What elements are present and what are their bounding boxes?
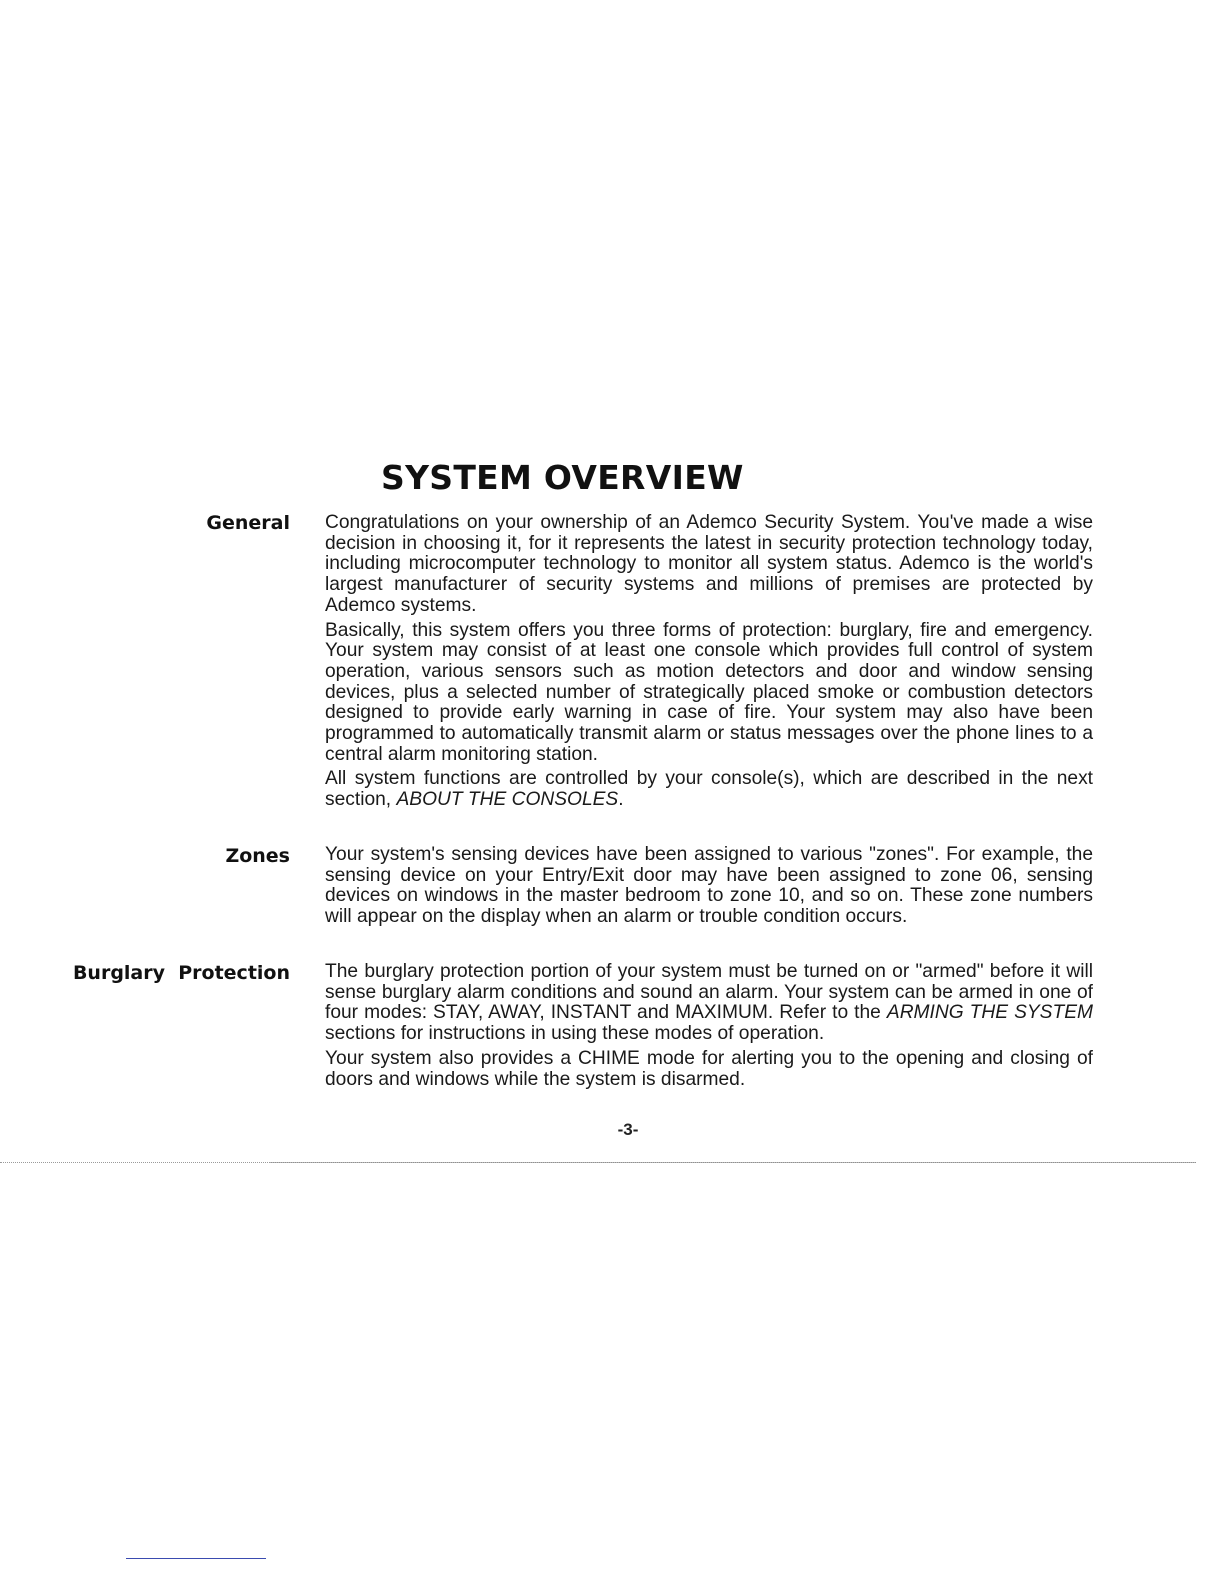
general-paragraph-1: Congratulations on your ownership of an Ademco Security System. You've made a wise decision in choosing it, for it represents the latest in security protection technology today, including microcomputer technology to monitor all system status. Ademco is the world's largest manufacturer of security systems and millions of premises are protected by Ademco systems. [325, 512, 1093, 616]
arming-the-system-reference: ARMING THE SYSTEM [886, 1002, 1093, 1024]
page-number: -3- [617, 1120, 639, 1139]
section-zones [325, 845, 1093, 932]
section-general [325, 513, 1093, 815]
page-title: SYSTEM OVERVIEW [381, 458, 744, 497]
section-label-general: General [206, 512, 290, 534]
general-paragraph-3-end: . [618, 789, 624, 811]
burglary-paragraph-1-end: sections for instructions in using these modes of operation. [325, 1023, 825, 1045]
section-label-burglary-protection: Burglary Protection [72, 962, 290, 984]
section-label-zones: Zones [225, 845, 290, 867]
burglary-paragraph-1 [325, 962, 1093, 1045]
general-paragraph-3-text: All system functions are controlled by your console(s), which are described in the next section, [325, 768, 1093, 811]
section-burglary-protection [325, 962, 1093, 1094]
page-divider [270, 1162, 1196, 1163]
burglary-paragraph-1-text: The burglary protection portion of your system must be turned on or "armed" before it will sense burglary alarm conditions and sound an alarm. Your system can be armed in one of four modes: STAY, AWAY, INSTANT and MAXIMUM. Refer to the [325, 961, 1093, 1024]
about-the-consoles-reference: ABOUT THE CONSOLES [396, 789, 619, 811]
footer-link-underline [126, 1558, 266, 1559]
general-paragraph-2: Basically, this system offers you three forms of protection: burglary, fire and emergency. Your system may consist of at least one console which provides full control of system operation, various sensors such as motion detectors and door and window sensing devices, plus a selected number of strategically placed smoke or combustion detectors designed to provide early warning in case of fire. Your system may also have been programmed to automatically transmit alarm or status messages over the phone lines to a central alarm monitoring station. [325, 619, 1093, 765]
burglary-paragraph-2: Your system also provides a CHIME mode for alerting you to the opening and closing of doors and windows while the system is disarmed. [325, 1047, 1093, 1090]
zones-paragraph: Your system's sensing devices have been assigned to various "zones". For example, the sensing device on your Entry/Exit door may have been assigned to zone 06, sensing devices on windows in the master bedroom to zone 10, and so on. These zone numbers will appear on the display when an alarm or trouble condition occurs. [325, 844, 1093, 928]
general-paragraph-3 [325, 769, 1093, 810]
